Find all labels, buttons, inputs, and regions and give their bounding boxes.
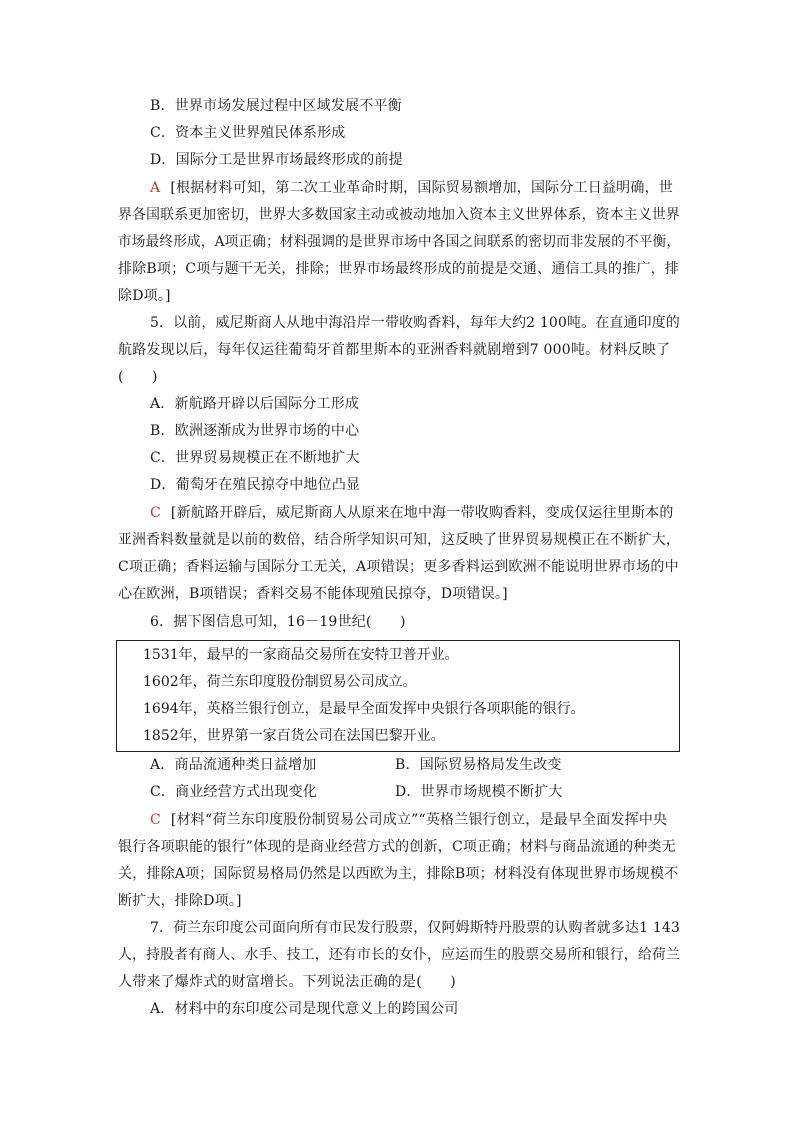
- q4-option-c: C．资本主义世界殖民体系形成: [150, 125, 346, 141]
- q6-option-d: D．世界市场规模不断扩大: [395, 784, 563, 800]
- q5-answer-blank: ( ): [118, 369, 158, 385]
- q6-box-line-2: 1602年，荷兰东印度股份制贸易公司成立。: [143, 674, 417, 690]
- q5-explanation-line-4: 心在欧洲，B项错误；香料交易不能体现殖民掠夺，D项错误。]: [118, 586, 508, 602]
- q6-stem: 6．据下图信息可知，16－19世纪( ): [150, 614, 406, 630]
- q4-explanation-line-1: A [根据材料可知，第二次工业革命时期，国际贸易额增加，国际分工日益明确，世: [150, 180, 673, 196]
- q5-option-a: A．新航路开辟以后国际分工形成: [150, 396, 360, 412]
- q6-box-line-1: 1531年，最早的一家商品交易所在安特卫普开业。: [143, 647, 459, 663]
- q6-explanation-line-1: C [材料“荷兰东印度股份制贸易公司成立”“英格兰银行创立，是最早全面发挥中央: [150, 812, 668, 828]
- q7-stem-line-1: 7．荷兰东印度公司面向所有市民发行股票，仅阿姆斯特丹股票的认购者就多达1 143: [150, 920, 680, 936]
- q5-stem-line-1: 5．以前，威尼斯商人从地中海沿岸一带收购香料，每年大约2 100吨。在直通印度的: [150, 315, 680, 331]
- q7-stem-line-2: 人，持股者有商人、水手、技工，还有市长的女仆，应运而生的股票交易所和银行，给荷兰: [118, 947, 680, 963]
- q4-explanation-line-2: 界各国联系更加密切，世界大多数国家主动或被动地加入资本主义世界体系，资本主义世界: [118, 207, 680, 223]
- q5-option-b: B．欧洲逐渐成为世界市场的中心: [150, 423, 360, 439]
- q5-option-c: C．世界贸易规模正在不断地扩大: [150, 450, 360, 466]
- q5-stem-line-2: 航路发现以后，每年仅运往葡萄牙首都里斯本的亚洲香料就剧增到7 000吨。材料反映了: [118, 342, 671, 358]
- q6-explanation-line-4: 断扩大，排除D项。]: [118, 893, 242, 909]
- q6-explanation-line-3: 关，排除A项；国际贸易格局仍然是以西欧为主，排除B项；材料没有体现世界市场规模不: [118, 866, 679, 882]
- q4-explanation-line-5: 除D项。]: [118, 288, 171, 304]
- q6-box-line-4: 1852年，世界第一家百货公司在法国巴黎开业。: [143, 728, 445, 744]
- q5-option-d: D．葡萄牙在殖民掠夺中地位凸显: [150, 477, 361, 493]
- q6-option-a: A．商品流通种类日益增加: [150, 757, 317, 773]
- q6-explanation-line-2: 银行各项职能的银行”体现的是商业经营方式的创新，C项正确；材料与商品流通的种类无: [118, 839, 676, 855]
- q6-box-line-3: 1694年，英格兰银行创立，是最早全面发挥中央银行各项职能的银行。: [143, 701, 585, 717]
- q4-explanation-line-4: 排除B项；C项与题干无关，排除；世界市场最终形成的前提是交通、通信工具的推广，排: [118, 261, 679, 277]
- q6-options-row-1: [150, 755, 317, 775]
- q5-explanation-line-3: C项正确；香料运输与国际分工无关，A项错误；更多香料运到欧洲不能说明世界市场的中: [118, 559, 679, 575]
- q5-explanation-line-1: C [新航路开辟后，威尼斯商人从原来在地中海一带收购香料，变成仅运往里斯本的: [150, 505, 674, 521]
- q6-answer-letter: C: [150, 812, 161, 828]
- q4-option-b: B．世界市场发展过程中区域发展不平衡: [150, 98, 402, 114]
- q7-option-a: A．材料中的东印度公司是现代意义上的跨国公司: [150, 1001, 459, 1017]
- q4-option-d: D．国际分工是世界市场最终形成的前提: [150, 152, 403, 168]
- q5-explanation-line-2: 亚洲香料数量就是以前的数倍，结合所学知识可知，这反映了世界贸易规模正在不断扩大，: [118, 532, 680, 548]
- q6-material-box: [116, 640, 680, 752]
- q6-option-c: C．商业经营方式出现变化: [150, 784, 318, 800]
- q5-answer-letter: C: [150, 505, 161, 521]
- q4-explanation-line-3: 市场最终形成，A项正确；材料强调的是世界市场中各国之间联系的密切而非发展的不平衡，: [118, 234, 681, 250]
- q7-stem-line-3: 人带来了爆炸式的财富增长。下列说法正确的是( ): [118, 974, 456, 990]
- q4-answer-letter: A: [150, 180, 161, 196]
- q6-option-b: B．国际贸易格局发生改变: [395, 757, 562, 773]
